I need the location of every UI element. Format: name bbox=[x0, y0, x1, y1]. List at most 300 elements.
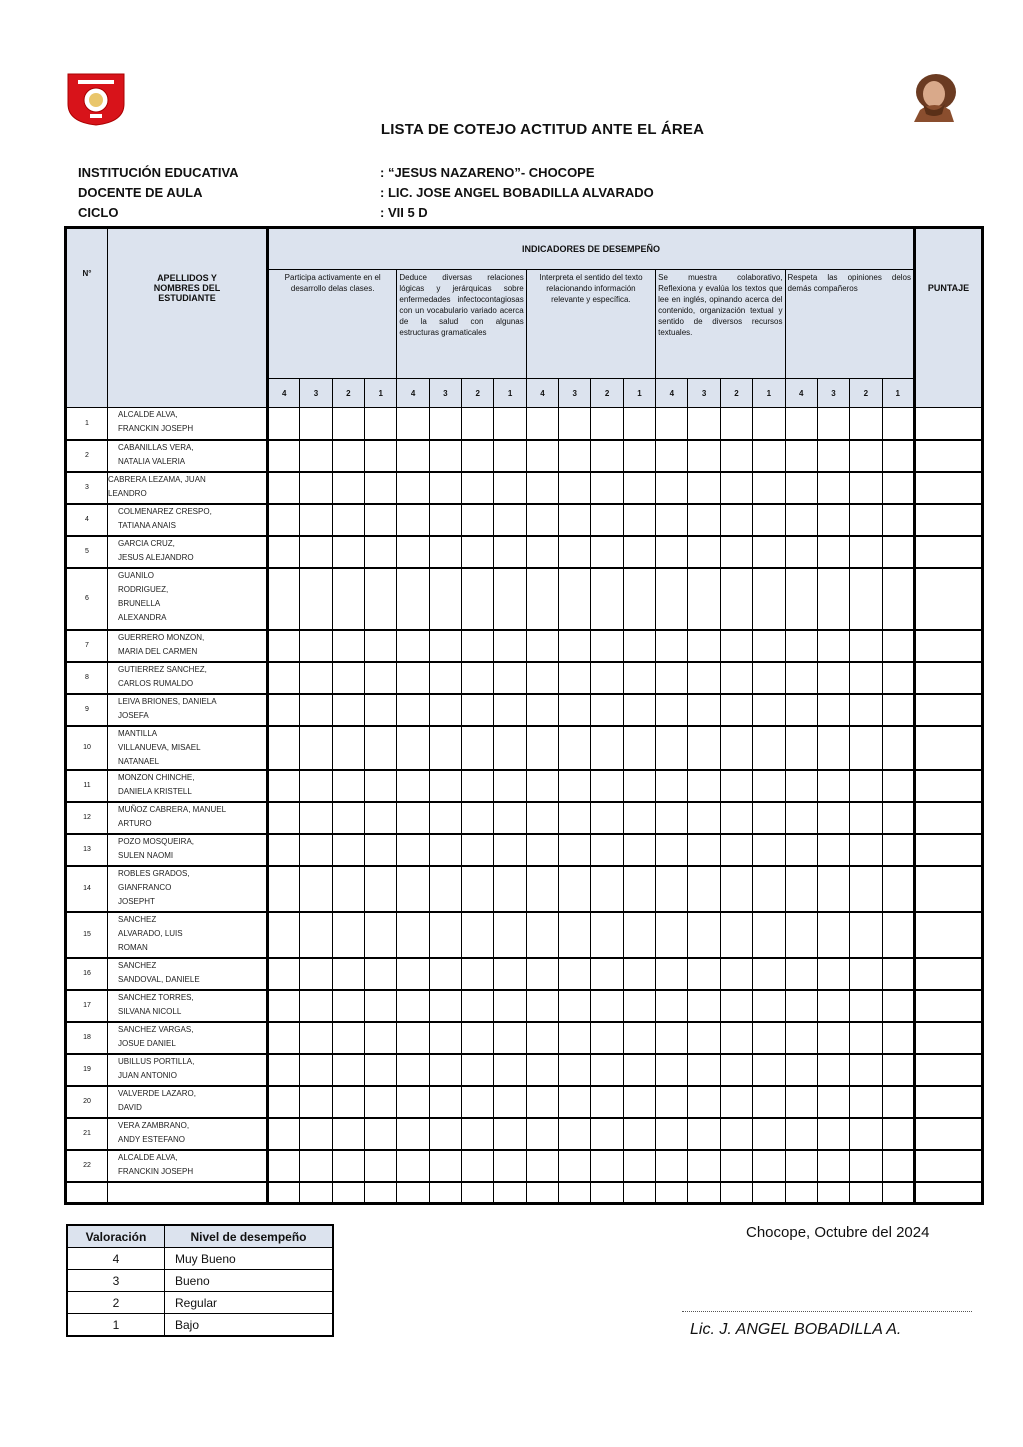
score-cell[interactable] bbox=[688, 726, 720, 770]
total-score-cell[interactable] bbox=[915, 504, 983, 536]
score-cell[interactable] bbox=[753, 568, 785, 630]
score-cell[interactable] bbox=[720, 866, 752, 912]
score-cell[interactable] bbox=[623, 568, 655, 630]
score-cell[interactable] bbox=[559, 1150, 591, 1182]
score-cell[interactable] bbox=[397, 726, 429, 770]
score-cell[interactable] bbox=[850, 472, 882, 504]
score-cell[interactable] bbox=[720, 440, 752, 472]
score-cell[interactable] bbox=[494, 1022, 526, 1054]
score-cell[interactable] bbox=[559, 536, 591, 568]
score-cell[interactable] bbox=[785, 1118, 817, 1150]
score-cell[interactable] bbox=[785, 912, 817, 958]
total-score-cell[interactable] bbox=[915, 694, 983, 726]
score-cell[interactable] bbox=[462, 536, 494, 568]
score-cell[interactable] bbox=[753, 536, 785, 568]
score-cell[interactable] bbox=[526, 802, 558, 834]
score-cell[interactable] bbox=[591, 770, 623, 802]
score-cell[interactable] bbox=[656, 662, 688, 694]
score-cell[interactable] bbox=[526, 990, 558, 1022]
score-cell[interactable] bbox=[720, 990, 752, 1022]
score-cell[interactable] bbox=[785, 630, 817, 662]
score-cell[interactable] bbox=[462, 1182, 494, 1204]
score-cell[interactable] bbox=[623, 1118, 655, 1150]
score-cell[interactable] bbox=[850, 834, 882, 866]
score-cell[interactable] bbox=[526, 726, 558, 770]
score-cell[interactable] bbox=[817, 536, 849, 568]
score-cell[interactable] bbox=[429, 440, 461, 472]
score-cell[interactable] bbox=[753, 694, 785, 726]
score-cell[interactable] bbox=[462, 1150, 494, 1182]
score-cell[interactable] bbox=[623, 694, 655, 726]
score-cell[interactable] bbox=[688, 802, 720, 834]
score-cell[interactable] bbox=[494, 504, 526, 536]
score-cell[interactable] bbox=[753, 472, 785, 504]
score-cell[interactable] bbox=[850, 770, 882, 802]
score-cell[interactable] bbox=[429, 536, 461, 568]
score-cell[interactable] bbox=[559, 770, 591, 802]
score-cell[interactable] bbox=[332, 802, 364, 834]
score-cell[interactable] bbox=[268, 472, 300, 504]
score-cell[interactable] bbox=[688, 958, 720, 990]
score-cell[interactable] bbox=[688, 472, 720, 504]
total-score-cell[interactable] bbox=[915, 1022, 983, 1054]
score-cell[interactable] bbox=[429, 834, 461, 866]
score-cell[interactable] bbox=[753, 990, 785, 1022]
score-cell[interactable] bbox=[817, 1086, 849, 1118]
score-cell[interactable] bbox=[720, 726, 752, 770]
score-cell[interactable] bbox=[526, 1118, 558, 1150]
score-cell[interactable] bbox=[688, 1150, 720, 1182]
score-cell[interactable] bbox=[882, 1150, 914, 1182]
score-cell[interactable] bbox=[623, 504, 655, 536]
total-score-cell[interactable] bbox=[915, 990, 983, 1022]
score-cell[interactable] bbox=[462, 1086, 494, 1118]
score-cell[interactable] bbox=[882, 472, 914, 504]
score-cell[interactable] bbox=[850, 408, 882, 440]
score-cell[interactable] bbox=[688, 504, 720, 536]
score-cell[interactable] bbox=[429, 958, 461, 990]
score-cell[interactable] bbox=[429, 504, 461, 536]
score-cell[interactable] bbox=[817, 472, 849, 504]
score-cell[interactable] bbox=[397, 802, 429, 834]
score-cell[interactable] bbox=[397, 1086, 429, 1118]
score-cell[interactable] bbox=[656, 834, 688, 866]
score-cell[interactable] bbox=[397, 504, 429, 536]
score-cell[interactable] bbox=[591, 912, 623, 958]
score-cell[interactable] bbox=[365, 1150, 397, 1182]
score-cell[interactable] bbox=[720, 472, 752, 504]
score-cell[interactable] bbox=[817, 958, 849, 990]
score-cell[interactable] bbox=[882, 536, 914, 568]
score-cell[interactable] bbox=[882, 802, 914, 834]
score-cell[interactable] bbox=[753, 866, 785, 912]
score-cell[interactable] bbox=[882, 568, 914, 630]
score-cell[interactable] bbox=[656, 1086, 688, 1118]
score-cell[interactable] bbox=[850, 1086, 882, 1118]
score-cell[interactable] bbox=[397, 440, 429, 472]
score-cell[interactable] bbox=[817, 1054, 849, 1086]
score-cell[interactable] bbox=[365, 408, 397, 440]
score-cell[interactable] bbox=[559, 472, 591, 504]
score-cell[interactable] bbox=[623, 770, 655, 802]
total-score-cell[interactable] bbox=[915, 1086, 983, 1118]
score-cell[interactable] bbox=[365, 770, 397, 802]
score-cell[interactable] bbox=[559, 1054, 591, 1086]
score-cell[interactable] bbox=[591, 472, 623, 504]
total-score-cell[interactable] bbox=[915, 1054, 983, 1086]
score-cell[interactable] bbox=[688, 866, 720, 912]
score-cell[interactable] bbox=[591, 1022, 623, 1054]
score-cell[interactable] bbox=[332, 912, 364, 958]
score-cell[interactable] bbox=[785, 1086, 817, 1118]
score-cell[interactable] bbox=[332, 408, 364, 440]
score-cell[interactable] bbox=[365, 912, 397, 958]
score-cell[interactable] bbox=[559, 1118, 591, 1150]
total-score-cell[interactable] bbox=[915, 568, 983, 630]
score-cell[interactable] bbox=[591, 1086, 623, 1118]
score-cell[interactable] bbox=[559, 958, 591, 990]
score-cell[interactable] bbox=[623, 630, 655, 662]
score-cell[interactable] bbox=[462, 568, 494, 630]
score-cell[interactable] bbox=[688, 408, 720, 440]
score-cell[interactable] bbox=[494, 802, 526, 834]
score-cell[interactable] bbox=[559, 1022, 591, 1054]
score-cell[interactable] bbox=[559, 440, 591, 472]
score-cell[interactable] bbox=[300, 1118, 332, 1150]
total-score-cell[interactable] bbox=[915, 662, 983, 694]
score-cell[interactable] bbox=[365, 536, 397, 568]
score-cell[interactable] bbox=[494, 990, 526, 1022]
score-cell[interactable] bbox=[656, 1118, 688, 1150]
score-cell[interactable] bbox=[526, 834, 558, 866]
score-cell[interactable] bbox=[397, 912, 429, 958]
score-cell[interactable] bbox=[300, 630, 332, 662]
score-cell[interactable] bbox=[397, 472, 429, 504]
score-cell[interactable] bbox=[882, 726, 914, 770]
score-cell[interactable] bbox=[882, 990, 914, 1022]
score-cell[interactable] bbox=[268, 568, 300, 630]
score-cell[interactable] bbox=[462, 408, 494, 440]
score-cell[interactable] bbox=[688, 536, 720, 568]
score-cell[interactable] bbox=[559, 694, 591, 726]
score-cell[interactable] bbox=[591, 1054, 623, 1086]
score-cell[interactable] bbox=[623, 1086, 655, 1118]
score-cell[interactable] bbox=[753, 1150, 785, 1182]
score-cell[interactable] bbox=[591, 504, 623, 536]
score-cell[interactable] bbox=[429, 1118, 461, 1150]
score-cell[interactable] bbox=[720, 770, 752, 802]
total-score-cell[interactable] bbox=[915, 1118, 983, 1150]
score-cell[interactable] bbox=[365, 726, 397, 770]
total-score-cell[interactable] bbox=[915, 408, 983, 440]
score-cell[interactable] bbox=[817, 1118, 849, 1150]
score-cell[interactable] bbox=[882, 1022, 914, 1054]
score-cell[interactable] bbox=[526, 1086, 558, 1118]
score-cell[interactable] bbox=[526, 1054, 558, 1086]
score-cell[interactable] bbox=[882, 866, 914, 912]
score-cell[interactable] bbox=[850, 504, 882, 536]
score-cell[interactable] bbox=[882, 958, 914, 990]
score-cell[interactable] bbox=[623, 958, 655, 990]
total-score-cell[interactable] bbox=[915, 866, 983, 912]
score-cell[interactable] bbox=[462, 472, 494, 504]
score-cell[interactable] bbox=[591, 1182, 623, 1204]
score-cell[interactable] bbox=[365, 1022, 397, 1054]
score-cell[interactable] bbox=[656, 802, 688, 834]
score-cell[interactable] bbox=[753, 802, 785, 834]
score-cell[interactable] bbox=[429, 1086, 461, 1118]
score-cell[interactable] bbox=[720, 630, 752, 662]
score-cell[interactable] bbox=[268, 866, 300, 912]
score-cell[interactable] bbox=[656, 1054, 688, 1086]
score-cell[interactable] bbox=[494, 440, 526, 472]
score-cell[interactable] bbox=[268, 1182, 300, 1204]
score-cell[interactable] bbox=[429, 694, 461, 726]
score-cell[interactable] bbox=[462, 866, 494, 912]
score-cell[interactable] bbox=[462, 802, 494, 834]
score-cell[interactable] bbox=[882, 440, 914, 472]
score-cell[interactable] bbox=[753, 912, 785, 958]
score-cell[interactable] bbox=[526, 568, 558, 630]
score-cell[interactable] bbox=[494, 662, 526, 694]
score-cell[interactable] bbox=[300, 1054, 332, 1086]
score-cell[interactable] bbox=[300, 1086, 332, 1118]
score-cell[interactable] bbox=[753, 726, 785, 770]
score-cell[interactable] bbox=[494, 472, 526, 504]
score-cell[interactable] bbox=[591, 866, 623, 912]
score-cell[interactable] bbox=[462, 440, 494, 472]
score-cell[interactable] bbox=[494, 912, 526, 958]
score-cell[interactable] bbox=[591, 1118, 623, 1150]
score-cell[interactable] bbox=[882, 1086, 914, 1118]
score-cell[interactable] bbox=[688, 770, 720, 802]
score-cell[interactable] bbox=[753, 834, 785, 866]
score-cell[interactable] bbox=[268, 1118, 300, 1150]
score-cell[interactable] bbox=[882, 770, 914, 802]
score-cell[interactable] bbox=[526, 662, 558, 694]
score-cell[interactable] bbox=[429, 1022, 461, 1054]
score-cell[interactable] bbox=[332, 726, 364, 770]
score-cell[interactable] bbox=[720, 1054, 752, 1086]
score-cell[interactable] bbox=[332, 504, 364, 536]
score-cell[interactable] bbox=[526, 1150, 558, 1182]
score-cell[interactable] bbox=[494, 866, 526, 912]
score-cell[interactable] bbox=[753, 662, 785, 694]
score-cell[interactable] bbox=[429, 568, 461, 630]
score-cell[interactable] bbox=[559, 568, 591, 630]
score-cell[interactable] bbox=[817, 990, 849, 1022]
score-cell[interactable] bbox=[429, 726, 461, 770]
score-cell[interactable] bbox=[429, 1150, 461, 1182]
score-cell[interactable] bbox=[559, 408, 591, 440]
score-cell[interactable] bbox=[494, 408, 526, 440]
score-cell[interactable] bbox=[462, 726, 494, 770]
score-cell[interactable] bbox=[397, 694, 429, 726]
score-cell[interactable] bbox=[882, 694, 914, 726]
score-cell[interactable] bbox=[559, 504, 591, 536]
score-cell[interactable] bbox=[268, 770, 300, 802]
score-cell[interactable] bbox=[268, 1022, 300, 1054]
score-cell[interactable] bbox=[850, 802, 882, 834]
score-cell[interactable] bbox=[817, 770, 849, 802]
score-cell[interactable] bbox=[526, 472, 558, 504]
score-cell[interactable] bbox=[656, 568, 688, 630]
score-cell[interactable] bbox=[300, 1182, 332, 1204]
score-cell[interactable] bbox=[332, 630, 364, 662]
score-cell[interactable] bbox=[720, 912, 752, 958]
score-cell[interactable] bbox=[397, 662, 429, 694]
score-cell[interactable] bbox=[494, 1182, 526, 1204]
score-cell[interactable] bbox=[688, 1182, 720, 1204]
score-cell[interactable] bbox=[559, 866, 591, 912]
score-cell[interactable] bbox=[623, 990, 655, 1022]
score-cell[interactable] bbox=[526, 958, 558, 990]
score-cell[interactable] bbox=[591, 694, 623, 726]
score-cell[interactable] bbox=[332, 662, 364, 694]
score-cell[interactable] bbox=[397, 770, 429, 802]
total-score-cell[interactable] bbox=[915, 630, 983, 662]
score-cell[interactable] bbox=[462, 1022, 494, 1054]
score-cell[interactable] bbox=[591, 662, 623, 694]
score-cell[interactable] bbox=[591, 802, 623, 834]
total-score-cell[interactable] bbox=[915, 472, 983, 504]
score-cell[interactable] bbox=[656, 694, 688, 726]
score-cell[interactable] bbox=[300, 408, 332, 440]
score-cell[interactable] bbox=[656, 770, 688, 802]
score-cell[interactable] bbox=[753, 1086, 785, 1118]
score-cell[interactable] bbox=[300, 440, 332, 472]
score-cell[interactable] bbox=[526, 770, 558, 802]
score-cell[interactable] bbox=[300, 472, 332, 504]
score-cell[interactable] bbox=[268, 662, 300, 694]
score-cell[interactable] bbox=[623, 834, 655, 866]
score-cell[interactable] bbox=[494, 726, 526, 770]
score-cell[interactable] bbox=[850, 958, 882, 990]
score-cell[interactable] bbox=[753, 504, 785, 536]
score-cell[interactable] bbox=[720, 1022, 752, 1054]
score-cell[interactable] bbox=[300, 1022, 332, 1054]
score-cell[interactable] bbox=[526, 1022, 558, 1054]
score-cell[interactable] bbox=[688, 694, 720, 726]
score-cell[interactable] bbox=[462, 694, 494, 726]
score-cell[interactable] bbox=[268, 504, 300, 536]
score-cell[interactable] bbox=[300, 834, 332, 866]
score-cell[interactable] bbox=[332, 1150, 364, 1182]
score-cell[interactable] bbox=[332, 834, 364, 866]
score-cell[interactable] bbox=[623, 1022, 655, 1054]
score-cell[interactable] bbox=[656, 958, 688, 990]
score-cell[interactable] bbox=[850, 1118, 882, 1150]
score-cell[interactable] bbox=[494, 770, 526, 802]
score-cell[interactable] bbox=[785, 802, 817, 834]
score-cell[interactable] bbox=[268, 802, 300, 834]
score-cell[interactable] bbox=[268, 912, 300, 958]
score-cell[interactable] bbox=[882, 662, 914, 694]
score-cell[interactable] bbox=[365, 1054, 397, 1086]
score-cell[interactable] bbox=[300, 990, 332, 1022]
score-cell[interactable] bbox=[688, 440, 720, 472]
score-cell[interactable] bbox=[817, 1022, 849, 1054]
score-cell[interactable] bbox=[785, 990, 817, 1022]
score-cell[interactable] bbox=[850, 866, 882, 912]
score-cell[interactable] bbox=[332, 866, 364, 912]
score-cell[interactable] bbox=[688, 834, 720, 866]
score-cell[interactable] bbox=[397, 1182, 429, 1204]
score-cell[interactable] bbox=[623, 1150, 655, 1182]
score-cell[interactable] bbox=[332, 1022, 364, 1054]
score-cell[interactable] bbox=[268, 1054, 300, 1086]
score-cell[interactable] bbox=[850, 662, 882, 694]
score-cell[interactable] bbox=[817, 440, 849, 472]
score-cell[interactable] bbox=[559, 802, 591, 834]
score-cell[interactable] bbox=[300, 568, 332, 630]
score-cell[interactable] bbox=[300, 694, 332, 726]
score-cell[interactable] bbox=[850, 694, 882, 726]
score-cell[interactable] bbox=[332, 536, 364, 568]
score-cell[interactable] bbox=[526, 408, 558, 440]
score-cell[interactable] bbox=[785, 408, 817, 440]
score-cell[interactable] bbox=[720, 1086, 752, 1118]
score-cell[interactable] bbox=[494, 536, 526, 568]
score-cell[interactable] bbox=[720, 1118, 752, 1150]
score-cell[interactable] bbox=[785, 440, 817, 472]
score-cell[interactable] bbox=[526, 694, 558, 726]
score-cell[interactable] bbox=[623, 472, 655, 504]
score-cell[interactable] bbox=[785, 770, 817, 802]
score-cell[interactable] bbox=[785, 694, 817, 726]
score-cell[interactable] bbox=[397, 536, 429, 568]
score-cell[interactable] bbox=[397, 834, 429, 866]
score-cell[interactable] bbox=[332, 1182, 364, 1204]
score-cell[interactable] bbox=[591, 990, 623, 1022]
score-cell[interactable] bbox=[720, 662, 752, 694]
score-cell[interactable] bbox=[623, 912, 655, 958]
score-cell[interactable] bbox=[720, 694, 752, 726]
score-cell[interactable] bbox=[494, 1054, 526, 1086]
score-cell[interactable] bbox=[365, 834, 397, 866]
score-cell[interactable] bbox=[785, 472, 817, 504]
score-cell[interactable] bbox=[332, 472, 364, 504]
score-cell[interactable] bbox=[623, 802, 655, 834]
score-cell[interactable] bbox=[882, 912, 914, 958]
score-cell[interactable] bbox=[365, 866, 397, 912]
score-cell[interactable] bbox=[623, 440, 655, 472]
total-score-cell[interactable] bbox=[915, 536, 983, 568]
score-cell[interactable] bbox=[850, 912, 882, 958]
score-cell[interactable] bbox=[850, 1022, 882, 1054]
score-cell[interactable] bbox=[882, 504, 914, 536]
score-cell[interactable] bbox=[332, 990, 364, 1022]
score-cell[interactable] bbox=[591, 630, 623, 662]
score-cell[interactable] bbox=[688, 1022, 720, 1054]
score-cell[interactable] bbox=[656, 472, 688, 504]
score-cell[interactable] bbox=[850, 630, 882, 662]
score-cell[interactable] bbox=[462, 912, 494, 958]
score-cell[interactable] bbox=[559, 630, 591, 662]
score-cell[interactable] bbox=[332, 694, 364, 726]
score-cell[interactable] bbox=[850, 726, 882, 770]
score-cell[interactable] bbox=[817, 504, 849, 536]
score-cell[interactable] bbox=[591, 440, 623, 472]
score-cell[interactable] bbox=[817, 1182, 849, 1204]
score-cell[interactable] bbox=[559, 726, 591, 770]
score-cell[interactable] bbox=[817, 802, 849, 834]
score-cell[interactable] bbox=[850, 536, 882, 568]
score-cell[interactable] bbox=[785, 1150, 817, 1182]
score-cell[interactable] bbox=[720, 568, 752, 630]
score-cell[interactable] bbox=[817, 568, 849, 630]
score-cell[interactable] bbox=[526, 536, 558, 568]
